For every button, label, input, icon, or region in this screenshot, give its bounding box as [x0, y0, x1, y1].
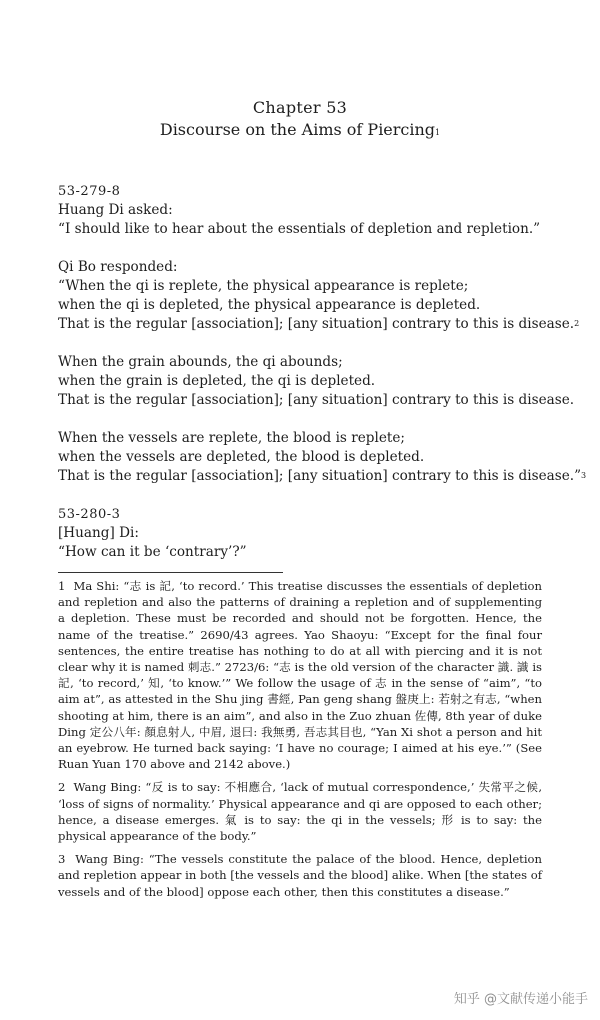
passage-reference: 53-280-3	[58, 507, 121, 522]
footnote-marker: 2	[574, 319, 580, 328]
text-line: “How can it be ‘contrary’?”	[58, 544, 247, 560]
footnote	[58, 779, 542, 844]
footnote-text: Ma Shi: “志 is 記, ‘to record.’ This treatise discusses the essentials of depletion and repletion and also the patterns of draining a repletion and of supplementing a depletion. These must be recorded and should not be forgotten. Hence, the name of the treatise.” 2690/43 agrees. Yao Shaoyu: “Except for the final four sentences, the entire treatise has nothing to do at all with piercing and it is not clear why it is named 刺志.” 2723/6: “志 is the old version of the character 識. 識 is 記, ‘to record,’ 知, ‘to know.’” We follow the usage of 志 in the sense of “aim”, “to aim at”, as attested in the Shu jing 書經, Pan geng shang 盤庚上: 若射之有志, “when shooting at him, there is an aim”, and also in the Zuo zhuan 佐傳, 8th year of duke Ding 定公八年: 顏息射人, 中眉, 退曰: 我無勇, 吾志其目也, “Yan Xi shot a person and hit an eyebrow. He turned back saying: ‘I have no courage; I aimed at his eye.’” (See Ruan Yuan 170 above and 2142 above.)	[58, 579, 543, 772]
footnote-marker: 3	[581, 471, 587, 480]
footnote-marker: 1	[435, 128, 441, 137]
footnote-number: 1	[58, 579, 66, 593]
footnote-text: Wang Bing: “反 is to say: 不相應合, ‘lack of mutual correspondence,’ 失常平之候, ‘loss of signs of normality.’ Physical appearance and qi are opposed to each other; hence, a disease emerges. 氣 is to say: the qi in the vessels; 形 is to say: the physical appearance of the body.”	[58, 780, 542, 844]
footnote-number: 2	[58, 780, 66, 795]
text-line: That is the regular [association]; [any situation] contrary to this is disease.	[58, 392, 575, 408]
footnote-divider	[58, 572, 283, 573]
text-line: when the qi is depleted, the physical appearance is depleted.	[58, 297, 481, 313]
passage-reference: 53-279-8	[58, 184, 121, 199]
text-line: That is the regular [association]; [any situation] contrary to this is disease.”	[58, 468, 582, 484]
chapter-title: Discourse on the Aims of Piercing	[159, 120, 436, 139]
text-line: “When the qi is replete, the physical appearance is replete;	[58, 278, 469, 294]
text-line: When the vessels are replete, the blood is replete;	[58, 430, 405, 446]
text-line: When the grain abounds, the qi abounds;	[58, 354, 343, 370]
zhihu-watermark: 知乎 @文献传递小能手	[453, 992, 588, 1007]
footnote	[58, 578, 542, 772]
chapter-heading	[0, 97, 600, 141]
chapter-number: Chapter 53	[252, 98, 348, 117]
speaker-line: [Huang] Di:	[58, 525, 139, 541]
footnote	[58, 851, 542, 900]
footnote-number: 3	[58, 852, 66, 867]
speaker-line: Huang Di asked:	[58, 202, 173, 218]
dialogue-text	[58, 182, 587, 562]
text-line: “I should like to hear about the essentials of depletion and repletion.”	[58, 221, 541, 237]
text-line: when the grain is depleted, the qi is depleted.	[58, 373, 376, 389]
footnote-text: Wang Bing: “The vessels constitute the palace of the blood. Hence, depletion and repletion appear in both [the vessels and the blood] alike. When [the states of vessels and of the blood] oppose each other, then this constitutes a disease.”	[58, 852, 542, 899]
speaker-line: Qi Bo responded:	[58, 259, 178, 275]
text-line-with-note	[58, 315, 580, 334]
text-line: That is the regular [association]; [any situation] contrary to this is disease.	[58, 316, 575, 332]
text-line-with-note	[58, 467, 587, 486]
footnotes	[58, 578, 542, 907]
chapter-title-line	[0, 119, 600, 141]
text-line: when the vessels are depleted, the blood is depleted.	[58, 449, 425, 465]
